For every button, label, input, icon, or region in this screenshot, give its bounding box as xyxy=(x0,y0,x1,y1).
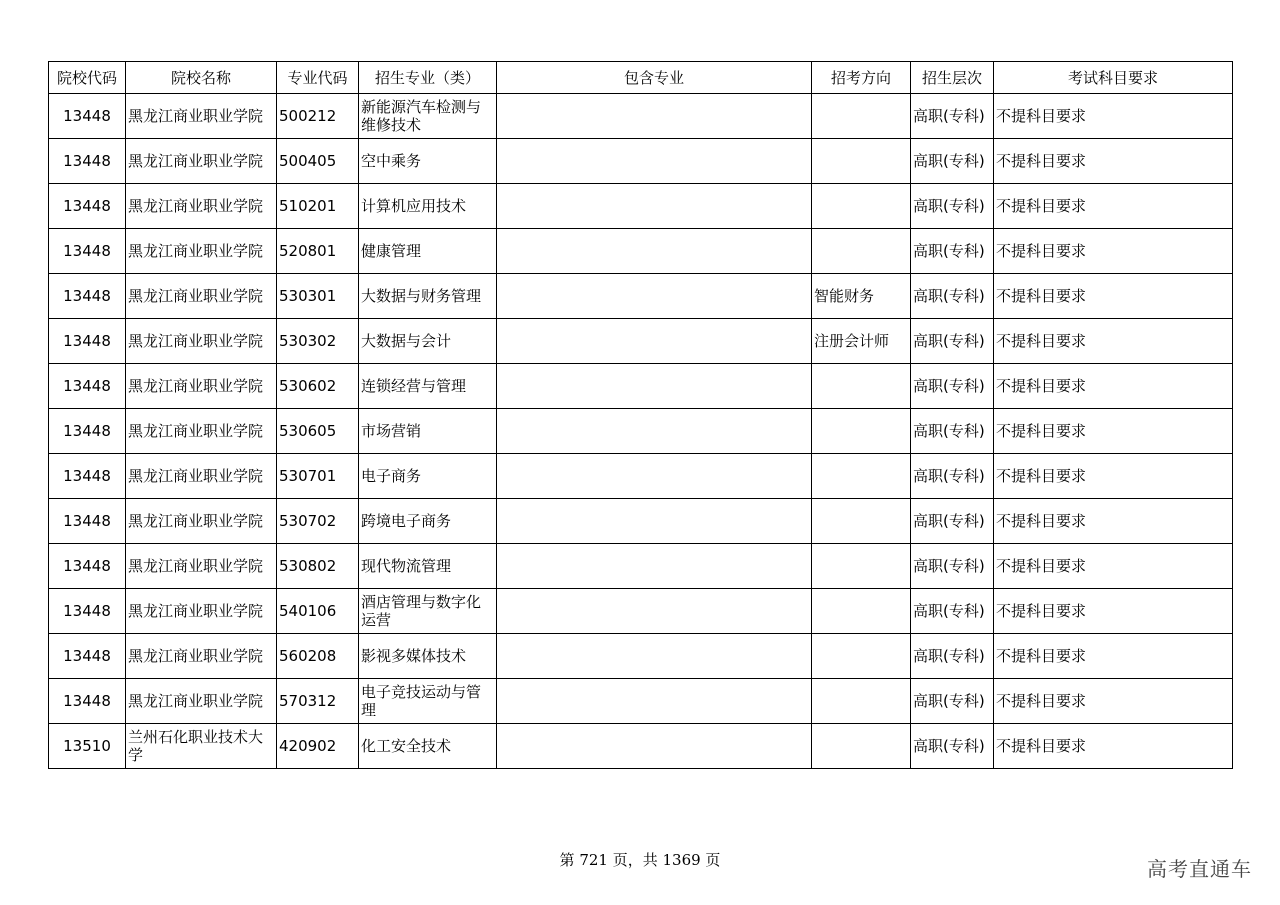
header-direction: 招考方向 xyxy=(812,62,911,94)
cell-school-name: 兰州石化职业技术大学 xyxy=(126,724,277,769)
cell-school-code: 13448 xyxy=(49,274,126,319)
table-row xyxy=(49,184,1233,229)
cell-level: 高职(专科) xyxy=(911,229,994,274)
cell-major-code: 530702 xyxy=(277,499,359,544)
cell-school-name: 黑龙江商业职业学院 xyxy=(126,454,277,499)
cell-school-code: 13448 xyxy=(49,229,126,274)
cell-included-majors xyxy=(497,454,812,499)
table-row xyxy=(49,499,1233,544)
cell-school-code: 13448 xyxy=(49,409,126,454)
watermark-text: 高考直通车 xyxy=(1147,857,1252,881)
cell-requirement: 不提科目要求 xyxy=(994,184,1233,229)
cell-major: 现代物流管理 xyxy=(359,544,497,589)
cell-requirement: 不提科目要求 xyxy=(994,589,1233,634)
cell-school-name: 黑龙江商业职业学院 xyxy=(126,364,277,409)
cell-level: 高职(专科) xyxy=(911,409,994,454)
cell-major-code: 540106 xyxy=(277,589,359,634)
cell-requirement: 不提科目要求 xyxy=(994,274,1233,319)
cell-major: 电子竞技运动与管理 xyxy=(359,679,497,724)
cell-major-code: 500212 xyxy=(277,94,359,139)
cell-direction xyxy=(812,364,911,409)
cell-requirement: 不提科目要求 xyxy=(994,679,1233,724)
cell-major: 新能源汽车检测与维修技术 xyxy=(359,94,497,139)
cell-level: 高职(专科) xyxy=(911,544,994,589)
cell-school-name: 黑龙江商业职业学院 xyxy=(126,139,277,184)
cell-level: 高职(专科) xyxy=(911,454,994,499)
cell-school-name: 黑龙江商业职业学院 xyxy=(126,184,277,229)
cell-level: 高职(专科) xyxy=(911,139,994,184)
header-level: 招生层次 xyxy=(911,62,994,94)
table-row xyxy=(49,634,1233,679)
cell-major: 空中乘务 xyxy=(359,139,497,184)
cell-level: 高职(专科) xyxy=(911,319,994,364)
cell-school-name: 黑龙江商业职业学院 xyxy=(126,544,277,589)
table-row xyxy=(49,274,1233,319)
cell-major: 计算机应用技术 xyxy=(359,184,497,229)
cell-included-majors xyxy=(497,724,812,769)
cell-school-name: 黑龙江商业职业学院 xyxy=(126,499,277,544)
cell-direction: 智能财务 xyxy=(812,274,911,319)
cell-direction xyxy=(812,139,911,184)
table-row xyxy=(49,724,1233,769)
cell-direction xyxy=(812,679,911,724)
cell-level: 高职(专科) xyxy=(911,589,994,634)
cell-major: 跨境电子商务 xyxy=(359,499,497,544)
cell-major: 健康管理 xyxy=(359,229,497,274)
cell-included-majors xyxy=(497,184,812,229)
cell-school-name: 黑龙江商业职业学院 xyxy=(126,409,277,454)
cell-included-majors xyxy=(497,499,812,544)
cell-major-code: 520801 xyxy=(277,229,359,274)
header-included-majors: 包含专业 xyxy=(497,62,812,94)
cell-school-code: 13448 xyxy=(49,634,126,679)
cell-major: 影视多媒体技术 xyxy=(359,634,497,679)
cell-level: 高职(专科) xyxy=(911,364,994,409)
cell-level: 高职(专科) xyxy=(911,184,994,229)
cell-requirement: 不提科目要求 xyxy=(994,634,1233,679)
cell-school-code: 13448 xyxy=(49,544,126,589)
cell-direction xyxy=(812,229,911,274)
cell-school-code: 13448 xyxy=(49,454,126,499)
cell-major-code: 570312 xyxy=(277,679,359,724)
cell-requirement: 不提科目要求 xyxy=(994,724,1233,769)
cell-direction xyxy=(812,589,911,634)
cell-level: 高职(专科) xyxy=(911,94,994,139)
cell-major: 连锁经营与管理 xyxy=(359,364,497,409)
cell-school-name: 黑龙江商业职业学院 xyxy=(126,274,277,319)
cell-included-majors xyxy=(497,679,812,724)
cell-requirement: 不提科目要求 xyxy=(994,94,1233,139)
cell-included-majors xyxy=(497,364,812,409)
cell-included-majors xyxy=(497,229,812,274)
cell-school-code: 13448 xyxy=(49,319,126,364)
cell-major: 电子商务 xyxy=(359,454,497,499)
cell-school-code: 13448 xyxy=(49,184,126,229)
cell-school-name: 黑龙江商业职业学院 xyxy=(126,229,277,274)
cell-school-code: 13448 xyxy=(49,364,126,409)
cell-school-name: 黑龙江商业职业学院 xyxy=(126,634,277,679)
cell-level: 高职(专科) xyxy=(911,679,994,724)
cell-major: 市场营销 xyxy=(359,409,497,454)
cell-major: 大数据与会计 xyxy=(359,319,497,364)
cell-requirement: 不提科目要求 xyxy=(994,409,1233,454)
cell-requirement: 不提科目要求 xyxy=(994,454,1233,499)
cell-included-majors xyxy=(497,634,812,679)
table-row xyxy=(49,139,1233,184)
cell-major-code: 530302 xyxy=(277,319,359,364)
cell-major: 化工安全技术 xyxy=(359,724,497,769)
cell-level: 高职(专科) xyxy=(911,499,994,544)
cell-direction: 注册会计师 xyxy=(812,319,911,364)
cell-requirement: 不提科目要求 xyxy=(994,499,1233,544)
cell-school-code: 13510 xyxy=(49,724,126,769)
cell-major-code: 530301 xyxy=(277,274,359,319)
cell-school-code: 13448 xyxy=(49,499,126,544)
cell-major-code: 530802 xyxy=(277,544,359,589)
cell-level: 高职(专科) xyxy=(911,634,994,679)
header-school-name: 院校名称 xyxy=(126,62,277,94)
enrollment-table xyxy=(48,61,1233,769)
cell-included-majors xyxy=(497,319,812,364)
table-row xyxy=(49,589,1233,634)
cell-major-code: 510201 xyxy=(277,184,359,229)
cell-included-majors xyxy=(497,544,812,589)
cell-school-code: 13448 xyxy=(49,589,126,634)
cell-direction xyxy=(812,499,911,544)
cell-included-majors xyxy=(497,409,812,454)
table-row xyxy=(49,454,1233,499)
cell-direction xyxy=(812,544,911,589)
cell-included-majors xyxy=(497,94,812,139)
header-school-code: 院校代码 xyxy=(49,62,126,94)
cell-school-code: 13448 xyxy=(49,94,126,139)
cell-requirement: 不提科目要求 xyxy=(994,364,1233,409)
cell-school-name: 黑龙江商业职业学院 xyxy=(126,94,277,139)
cell-school-code: 13448 xyxy=(49,679,126,724)
table-row xyxy=(49,94,1233,139)
cell-requirement: 不提科目要求 xyxy=(994,139,1233,184)
cell-major-code: 530602 xyxy=(277,364,359,409)
table-row xyxy=(49,229,1233,274)
header-major-code: 专业代码 xyxy=(277,62,359,94)
table-row xyxy=(49,544,1233,589)
cell-major-code: 420902 xyxy=(277,724,359,769)
page-number: 第 721 页，共 1369 页 xyxy=(559,851,721,869)
header-requirement: 考试科目要求 xyxy=(994,62,1233,94)
cell-school-name: 黑龙江商业职业学院 xyxy=(126,319,277,364)
cell-direction xyxy=(812,454,911,499)
cell-direction xyxy=(812,634,911,679)
cell-direction xyxy=(812,184,911,229)
cell-school-name: 黑龙江商业职业学院 xyxy=(126,589,277,634)
table-row xyxy=(49,364,1233,409)
cell-level: 高职(专科) xyxy=(911,274,994,319)
cell-included-majors xyxy=(497,589,812,634)
header-major: 招生专业（类） xyxy=(359,62,497,94)
cell-major: 酒店管理与数字化运营 xyxy=(359,589,497,634)
cell-major: 大数据与财务管理 xyxy=(359,274,497,319)
header-row xyxy=(49,62,1233,94)
cell-major-code: 530701 xyxy=(277,454,359,499)
cell-major-code: 560208 xyxy=(277,634,359,679)
cell-direction xyxy=(812,94,911,139)
cell-requirement: 不提科目要求 xyxy=(994,229,1233,274)
cell-level: 高职(专科) xyxy=(911,724,994,769)
cell-direction xyxy=(812,724,911,769)
cell-major-code: 500405 xyxy=(277,139,359,184)
cell-school-name: 黑龙江商业职业学院 xyxy=(126,679,277,724)
cell-requirement: 不提科目要求 xyxy=(994,319,1233,364)
table-row xyxy=(49,319,1233,364)
cell-included-majors xyxy=(497,274,812,319)
cell-included-majors xyxy=(497,139,812,184)
table-row xyxy=(49,409,1233,454)
cell-direction xyxy=(812,409,911,454)
cell-major-code: 530605 xyxy=(277,409,359,454)
cell-requirement: 不提科目要求 xyxy=(994,544,1233,589)
cell-school-code: 13448 xyxy=(49,139,126,184)
table-row xyxy=(49,679,1233,724)
